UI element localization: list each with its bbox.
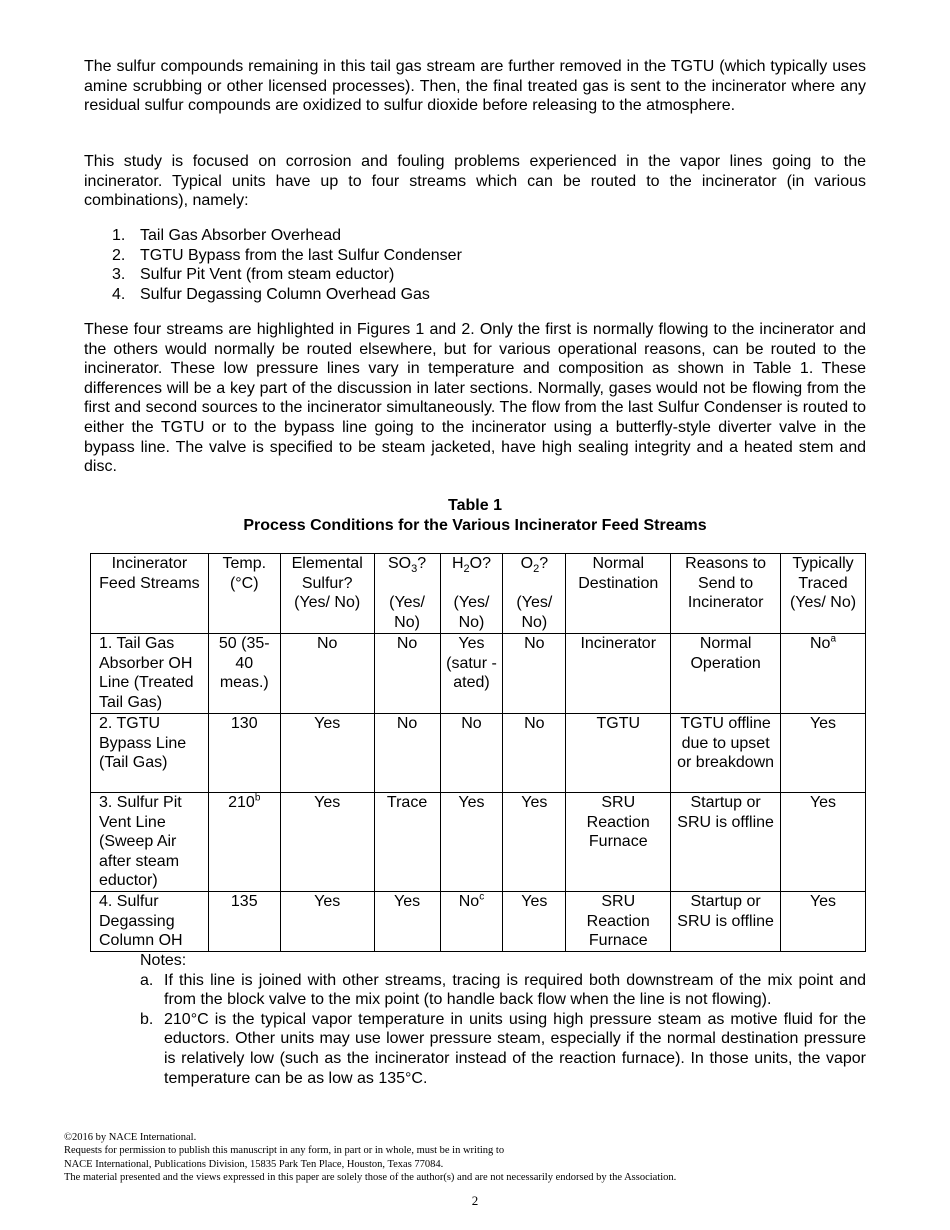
header-yes-no: (Yes/ No) bbox=[453, 594, 490, 631]
cell-so3 bbox=[374, 634, 440, 714]
header-so3 bbox=[374, 554, 440, 634]
stream-list bbox=[112, 226, 462, 304]
footer-line: The material presented and the views expressed in this paper are solely those of the author(s) and are not necessarily endorsed by the Association. bbox=[64, 1172, 677, 1184]
table-notes bbox=[140, 951, 866, 1088]
cell-text: Yes bbox=[314, 893, 341, 910]
cell-text: Yes bbox=[521, 794, 548, 811]
cell-text: 2. TGTU Bypass Line (Tail Gas) bbox=[99, 715, 187, 772]
cell-so3 bbox=[374, 892, 440, 952]
cell-text: Startup or SRU is offline bbox=[677, 893, 774, 930]
cell-text: Yes bbox=[809, 893, 837, 910]
cell-text: 130 bbox=[230, 715, 258, 732]
cell-temp bbox=[208, 714, 280, 793]
note-text: If this line is joined with other streams, tracing is required both downstream of the mix point and from the block valve to the mix point (to handle back flow when the line is not flowing). bbox=[164, 971, 866, 1009]
note-text: 210°C is the typical vapor temperature in units using high pressure steam as motive fluid for the eductors. Other units may use lower pressure steam, especially if the normal destination pressure is relatively low (such as the incinerator instead of the reaction furnace). In those units, the vapor temperature can be as low as 135°C. bbox=[164, 1010, 866, 1087]
cell-so3 bbox=[374, 793, 440, 892]
cell-text: Yes bbox=[809, 794, 837, 811]
note-b bbox=[140, 1010, 866, 1088]
cell-temp bbox=[208, 793, 280, 892]
cell-so3 bbox=[374, 714, 440, 793]
header-feed-streams: Incinerator Feed Streams bbox=[91, 554, 209, 634]
cell-o2 bbox=[503, 634, 566, 714]
cell-sulfur bbox=[280, 714, 374, 793]
cell-h2o bbox=[440, 793, 503, 892]
header-text: O bbox=[520, 555, 534, 572]
page-number: 2 bbox=[471, 1193, 479, 1208]
list-number: 2. bbox=[112, 246, 126, 264]
cell-text: 3. Sulfur Pit Vent Line (Sweep Air after steam eductor) bbox=[99, 794, 182, 890]
copyright-footer bbox=[64, 1131, 676, 1185]
header-normal-destination: Normal Destination bbox=[566, 554, 671, 634]
cell-text: Trace bbox=[386, 794, 428, 811]
cell-text: Yes (satur -ated) bbox=[446, 635, 497, 692]
cell-text: Yes bbox=[314, 715, 341, 732]
cell-text: SRU Reaction Furnace bbox=[586, 794, 650, 851]
cell-traced bbox=[781, 793, 866, 892]
cell-text: Yes bbox=[521, 893, 548, 910]
paragraph-study-focus: This study is focused on corrosion and fouling problems experienced in the vapor lines going to the incinerator. Typical units have up to four streams which can be routed to the incinerator (in various combinations), namely: bbox=[84, 153, 866, 210]
header-elemental-sulfur: Elemental Sulfur? (Yes/ No) bbox=[280, 554, 374, 634]
header-text: ? bbox=[417, 555, 427, 572]
table-row bbox=[91, 634, 866, 714]
cell-text: TGTU offline due to upset or breakdown bbox=[677, 715, 775, 772]
header-temp: Temp. (°C) bbox=[208, 554, 280, 634]
cell-feed bbox=[91, 634, 209, 714]
cell-sulfur bbox=[280, 793, 374, 892]
cell-sulfur bbox=[280, 892, 374, 952]
cell-text: Yes bbox=[394, 893, 421, 910]
cell-o2 bbox=[503, 892, 566, 952]
cell-sulfur bbox=[280, 634, 374, 714]
list-text: Sulfur Pit Vent (from steam eductor) bbox=[140, 266, 395, 284]
cell-text: No bbox=[810, 635, 831, 652]
list-number: 4. bbox=[112, 285, 126, 303]
paragraph-four-streams: These four streams are highlighted in Figures 1 and 2. Only the first is normally flowing to the incinerator and the others would normally be routed elsewhere, but for various operational reasons, can be routed to the incinerator. These low pressure lines vary in temperature and composition as shown in Table 1. These differences will be a key part of the discussion in later sections. Normally, gases would not be flowing from the first and second sources to the incinerator simultaneously. The flow from the last Sulfur Condenser is routed to either the TGTU or to the bypass line going to the incinerator using a butterfly-style diverter valve in the bypass line. The valve is specified to be steam jacketed, have high sealing integrity and a heated stem and disc. bbox=[84, 321, 866, 476]
table-row bbox=[91, 793, 866, 892]
footer-line: Requests for permission to publish this manuscript in any form, in part or in whole, must be in writing to bbox=[64, 1145, 505, 1157]
table-caption-number: Table 1 bbox=[448, 497, 502, 514]
cell-o2 bbox=[503, 793, 566, 892]
note-label: a. bbox=[140, 971, 154, 989]
cell-text: 210 bbox=[228, 794, 255, 811]
list-text: Tail Gas Absorber Overhead bbox=[140, 227, 341, 244]
cell-text: No bbox=[396, 715, 418, 732]
header-yes-no: (Yes/ No) bbox=[516, 594, 553, 631]
header-reasons: Reasons to Send to Incinerator bbox=[671, 554, 781, 634]
cell-text: Yes bbox=[809, 715, 837, 732]
header-text: H bbox=[451, 555, 464, 572]
cell-dest bbox=[566, 793, 671, 892]
header-text: O? bbox=[469, 555, 491, 572]
paragraph-tail-gas: The sulfur compounds remaining in this tail gas stream are further removed in the TGTU (which typically uses amine scrubbing or other licensed processes). Then, the final treated gas is sent to the incinerator where any residual sulfur compounds are oxidized to sulfur dioxide before releasing to the atmosphere. bbox=[84, 58, 866, 115]
cell-dest bbox=[566, 714, 671, 793]
cell-reasons bbox=[671, 714, 781, 793]
cell-dest bbox=[566, 634, 671, 714]
process-conditions-table bbox=[90, 553, 866, 952]
cell-temp bbox=[208, 634, 280, 714]
cell-text: 4. Sulfur Degassing Column OH bbox=[99, 893, 183, 950]
cell-feed bbox=[91, 714, 209, 793]
footnote-marker: b bbox=[254, 792, 261, 804]
cell-o2 bbox=[503, 714, 566, 793]
cell-text: No bbox=[316, 635, 338, 652]
cell-text: 135 bbox=[230, 893, 258, 910]
list-number: 3. bbox=[112, 266, 126, 284]
table-row bbox=[91, 714, 866, 793]
cell-text: Yes bbox=[314, 794, 341, 811]
header-h2o bbox=[440, 554, 503, 634]
cell-dest bbox=[566, 892, 671, 952]
subscript: 3 bbox=[411, 563, 418, 576]
footer-line: ©2016 by NACE International. bbox=[64, 1132, 197, 1143]
cell-reasons bbox=[671, 892, 781, 952]
list-item bbox=[112, 246, 462, 266]
cell-text: SRU Reaction Furnace bbox=[586, 893, 650, 950]
list-text: TGTU Bypass from the last Sulfur Condenser bbox=[140, 246, 462, 264]
cell-text: Incinerator bbox=[580, 635, 657, 652]
cell-reasons bbox=[671, 634, 781, 714]
cell-reasons bbox=[671, 793, 781, 892]
cell-feed bbox=[91, 793, 209, 892]
cell-text: No bbox=[524, 715, 545, 732]
footnote-marker: a bbox=[830, 633, 837, 645]
cell-traced bbox=[781, 634, 866, 714]
list-item bbox=[112, 265, 462, 285]
note-label: b. bbox=[140, 1010, 154, 1028]
header-o2 bbox=[503, 554, 566, 634]
list-item bbox=[112, 285, 462, 305]
cell-text: Yes bbox=[458, 794, 485, 811]
cell-h2o bbox=[440, 634, 503, 714]
cell-text: 1. Tail Gas Absorber OH Line (Treated Tail Gas) bbox=[99, 635, 194, 711]
cell-text: No bbox=[458, 893, 480, 910]
subscript: 2 bbox=[463, 563, 470, 576]
cell-text: 50 (35-40 meas.) bbox=[218, 635, 270, 692]
note-a bbox=[140, 971, 866, 1010]
cell-h2o bbox=[440, 892, 503, 952]
list-item bbox=[112, 226, 462, 246]
table-caption-title: Process Conditions for the Various Incinerator Feed Streams bbox=[243, 517, 707, 534]
notes-title: Notes: bbox=[140, 952, 187, 969]
cell-text: No bbox=[461, 715, 482, 732]
header-typically-traced: Typically Traced (Yes/ No) bbox=[781, 554, 866, 634]
header-text: ? bbox=[539, 555, 549, 572]
cell-text: Startup or SRU is offline bbox=[677, 794, 774, 831]
footnote-marker: c bbox=[479, 891, 485, 903]
header-yes-no: (Yes/ No) bbox=[389, 594, 425, 631]
list-text: Sulfur Degassing Column Overhead Gas bbox=[140, 285, 430, 303]
header-text: SO bbox=[387, 555, 412, 572]
cell-text: Normal Operation bbox=[690, 635, 761, 672]
cell-traced bbox=[781, 892, 866, 952]
subscript: 2 bbox=[533, 563, 540, 576]
table-row bbox=[91, 892, 866, 952]
cell-feed bbox=[91, 892, 209, 952]
cell-text: TGTU bbox=[596, 715, 641, 732]
list-number: 1. bbox=[112, 227, 126, 244]
table-header-row bbox=[91, 554, 866, 634]
cell-text: No bbox=[396, 635, 418, 652]
cell-temp bbox=[208, 892, 280, 952]
cell-text: No bbox=[524, 635, 545, 652]
cell-h2o bbox=[440, 714, 503, 793]
cell-traced bbox=[781, 714, 866, 793]
footer-line: NACE International, Publications Division, 15835 Park Ten Place, Houston, Texas 77084. bbox=[64, 1158, 444, 1170]
